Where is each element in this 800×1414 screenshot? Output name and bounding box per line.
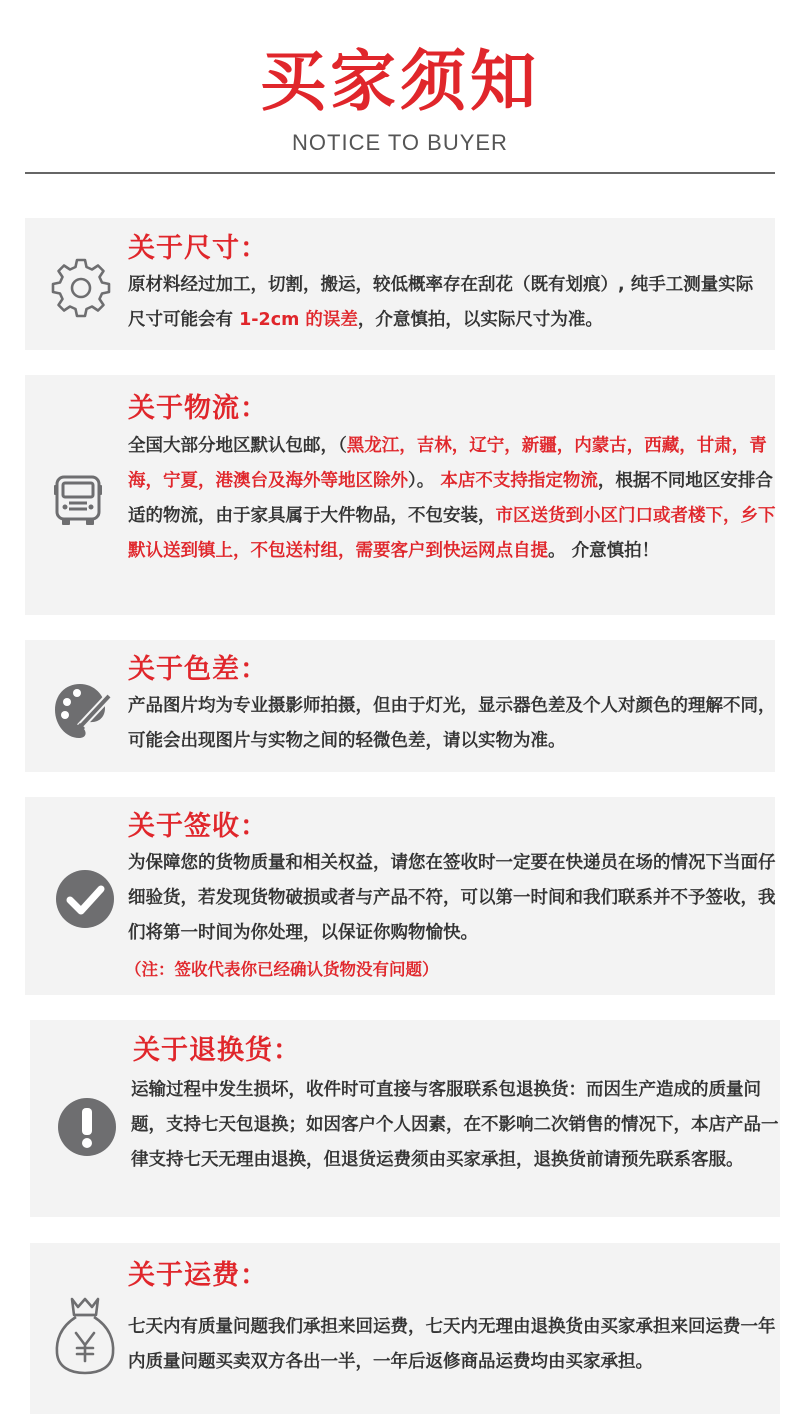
highlight-text: 1-2cm 的误差 xyxy=(239,310,358,330)
body-text: 。 介意慎拍！ xyxy=(548,541,660,561)
page-title: 买家须知 xyxy=(260,43,540,120)
highlight-text: 市区送货到小区门口或者楼下，乡下默认送到镇上，不包送村组，需要客户到快运网点自提 xyxy=(128,506,776,561)
section-shipping xyxy=(30,1243,780,1414)
section-shipping-title: 关于运费： xyxy=(128,1260,268,1291)
section-logistics xyxy=(25,375,775,615)
section-logistics-title: 关于物流： xyxy=(128,393,268,424)
page-header xyxy=(0,0,800,175)
checkmark-circle-icon xyxy=(55,869,115,929)
gear-icon xyxy=(51,258,111,318)
section-returns xyxy=(30,1020,780,1217)
section-color xyxy=(25,640,775,772)
exclamation-circle-icon xyxy=(57,1097,117,1157)
section-signoff-note: （注：签收代表你已经确认货物没有问题） xyxy=(125,960,439,979)
body-text: 产品图片均为专业摄影师拍摄，但由于灯光，显示器色差及个人对颜色的理解不同，可能会出现图片与实物之间的轻微色差，请以实物为准。 xyxy=(128,696,776,751)
header-divider xyxy=(25,172,775,174)
section-signoff-title: 关于签收： xyxy=(128,811,268,842)
body-text: 全国大部分地区默认包邮，（ xyxy=(128,436,347,456)
section-returns-title: 关于退换货： xyxy=(133,1035,301,1066)
body-text: 原材料经过加工，切割，搬运，较低概率存在刮花（既有划痕）, 纯手工测量实际尺寸可能会有 xyxy=(128,275,754,330)
section-signoff-body xyxy=(128,846,778,951)
section-shipping-body xyxy=(128,1310,782,1380)
section-size-body xyxy=(128,268,768,338)
body-text: 七天内有质量问题我们承担来回运费，七天内无理由退换货由买家承担来回运费一年内质量问题买卖双方各出一半，一年后返修商品运费均由买家承担。 xyxy=(128,1317,776,1372)
section-logistics-body xyxy=(128,429,776,569)
highlight-text: 黑龙江，吉林，辽宁，新疆，内蒙古，西藏，甘肃，青海，宁夏，港澳台及海外等地区除外 xyxy=(128,436,767,491)
body-text: ，介意慎拍，以实际尺寸为准。 xyxy=(357,310,603,330)
section-returns-body xyxy=(131,1073,779,1178)
body-text: 运输过程中发生损坏，收件时可直接与客服联系包退换货：而因生产造成的质量问题，支持七天包退换；如因客户个人因素，在不影响二次销售的情况下，本店产品一律支持七天无理由退换，但退货运费须由买家承担，退换货前请预先联系客服。 xyxy=(131,1080,779,1170)
page-subtitle: NOTICE TO BUYER xyxy=(292,130,508,155)
palette-icon xyxy=(53,680,113,742)
section-signoff xyxy=(25,797,775,995)
body-text: 为保障您的货物质量和相关权益，请您在签收时一定要在快递员在场的情况下当面仔细验货，若发现货物破损或者与产品不符，可以第一时间和我们联系并不予签收，我们将第一时间为你处理，以保证你购物愉快。 xyxy=(128,853,776,943)
body-text: ）。 xyxy=(408,471,441,491)
highlight-text: 本店不支持指定物流 xyxy=(440,471,598,491)
section-size xyxy=(25,218,775,350)
section-color-title: 关于色差： xyxy=(128,654,268,685)
section-color-body xyxy=(128,689,778,759)
body-text: ，根据不同地区安排合适的物流，由于家具属于大件物品，不包安装， xyxy=(128,471,773,526)
section-size-title: 关于尺寸： xyxy=(128,233,268,264)
money-bag-icon xyxy=(54,1295,116,1377)
bus-icon xyxy=(53,471,103,527)
